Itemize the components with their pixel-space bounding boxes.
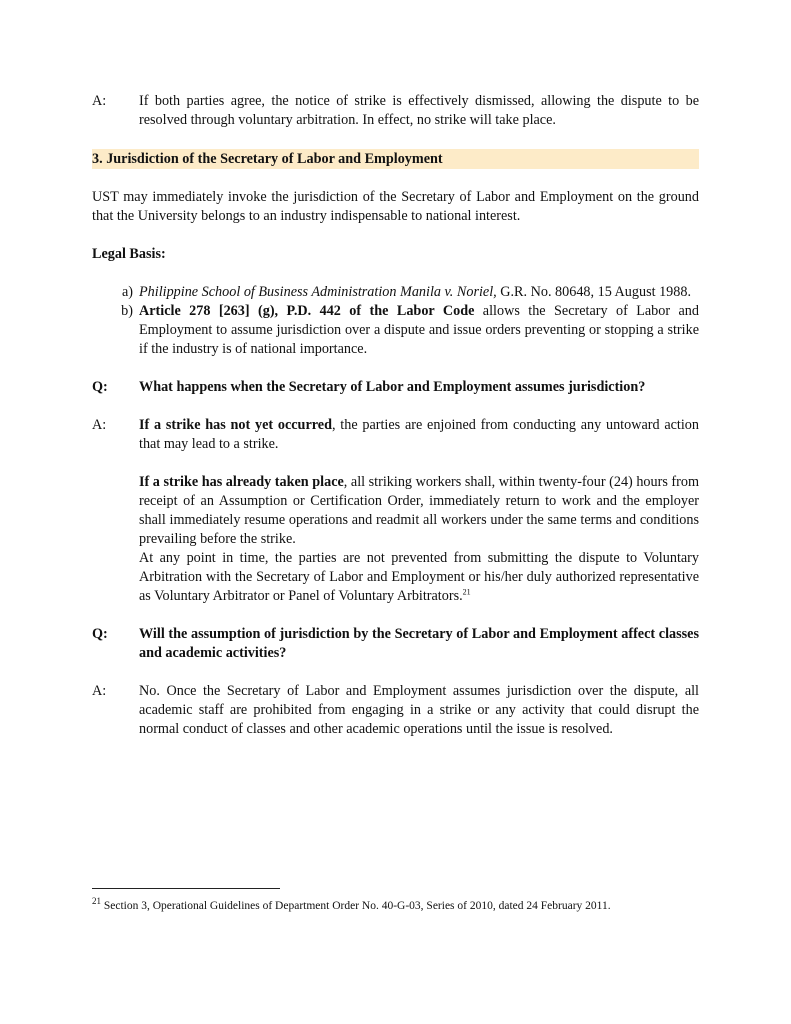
list-item-text [139, 283, 699, 302]
emphasis: If a strike has not yet occurred [139, 417, 332, 433]
question-block-2 [92, 378, 699, 397]
answer-label: A: [92, 417, 107, 433]
answer-text: No. Once the Secretary of Labor and Employment assumes jurisdiction over the dispute, all academic staff are prohibited from engaging in a strike or any activity that could disrupt the normal conduct of classes and other academic operations until the issue is resolved. [139, 683, 699, 737]
answer-paragraph [139, 473, 699, 549]
statute-reference: Article 278 [263] (g), P.D. 442 of the Labor Code [139, 303, 475, 319]
case-citation: Philippine School of Business Administration Manila v. Noriel, [139, 284, 497, 300]
question-label: Q: [92, 626, 108, 642]
footnote-number: 21 [92, 896, 101, 907]
section-heading: 3. Jurisdiction of the Secretary of Labor and Employment [92, 149, 699, 169]
legal-basis-list [92, 283, 699, 359]
answer-label: A: [92, 683, 107, 699]
list-marker: b) [121, 303, 133, 319]
answer-body [139, 416, 699, 606]
answer-label: A: [92, 93, 107, 109]
document-page [92, 92, 699, 758]
footnote-text: Section 3, Operational Guidelines of Department Order No. 40-G-03, Series of 2010, dated 24 February 2011. [101, 900, 611, 912]
statute-description: allows the Secretary of Labor and Employment to assume jurisdiction over a dispute and issue orders preventing or stopping a strike if the industry is of national importance. [139, 303, 699, 357]
answer-paragraph [139, 549, 699, 606]
question-label: Q: [92, 379, 108, 395]
legal-basis-title: Legal Basis: [92, 246, 166, 262]
emphasis: If a strike has already taken place [139, 474, 344, 490]
paragraph-text: , the parties are enjoined from conducting any untoward action that may lead to a strike. [139, 417, 699, 452]
footnote-divider [92, 888, 280, 889]
answer-block-3 [92, 682, 699, 739]
footnote-reference[interactable]: 21 [462, 587, 471, 597]
paragraph-text: , all striking workers shall, within twenty-four (24) hours from receipt of an Assumption or Certification Order, immediately return to work and the employer shall immediately resume operations and readmit all workers under the same terms and conditions prevailing before the strike. [139, 474, 699, 547]
list-item [92, 302, 699, 359]
answer-paragraph [139, 416, 699, 454]
citation-details: G.R. No. 80648, 15 August 1988. [496, 284, 692, 300]
list-item-text [139, 302, 699, 359]
answer-block-1 [92, 92, 699, 130]
section-intro: UST may immediately invoke the jurisdiction of the Secretary of Labor and Employment on the ground that the University belongs to an industry indispensable to national interest. [92, 189, 699, 224]
answer-block-2 [92, 416, 699, 606]
question-text: What happens when the Secretary of Labor and Employment assumes jurisdiction? [139, 379, 646, 395]
list-marker: a) [121, 284, 133, 300]
answer-text: If both parties agree, the notice of strike is effectively dismissed, allowing the dispute to be resolved through voluntary arbitration. In effect, no strike will take place. [139, 93, 699, 128]
question-block-3 [92, 625, 699, 663]
question-text: Will the assumption of jurisdiction by the Secretary of Labor and Employment affect classes and academic activities? [139, 626, 699, 661]
footnote [92, 898, 699, 915]
list-item [92, 283, 699, 302]
paragraph-text: At any point in time, the parties are not prevented from submitting the dispute to Voluntary Arbitration with the Secretary of Labor and Employment or his/her duly authorized representative as Voluntary Arbitrator or Panel of Voluntary Arbitrators. [139, 550, 699, 604]
